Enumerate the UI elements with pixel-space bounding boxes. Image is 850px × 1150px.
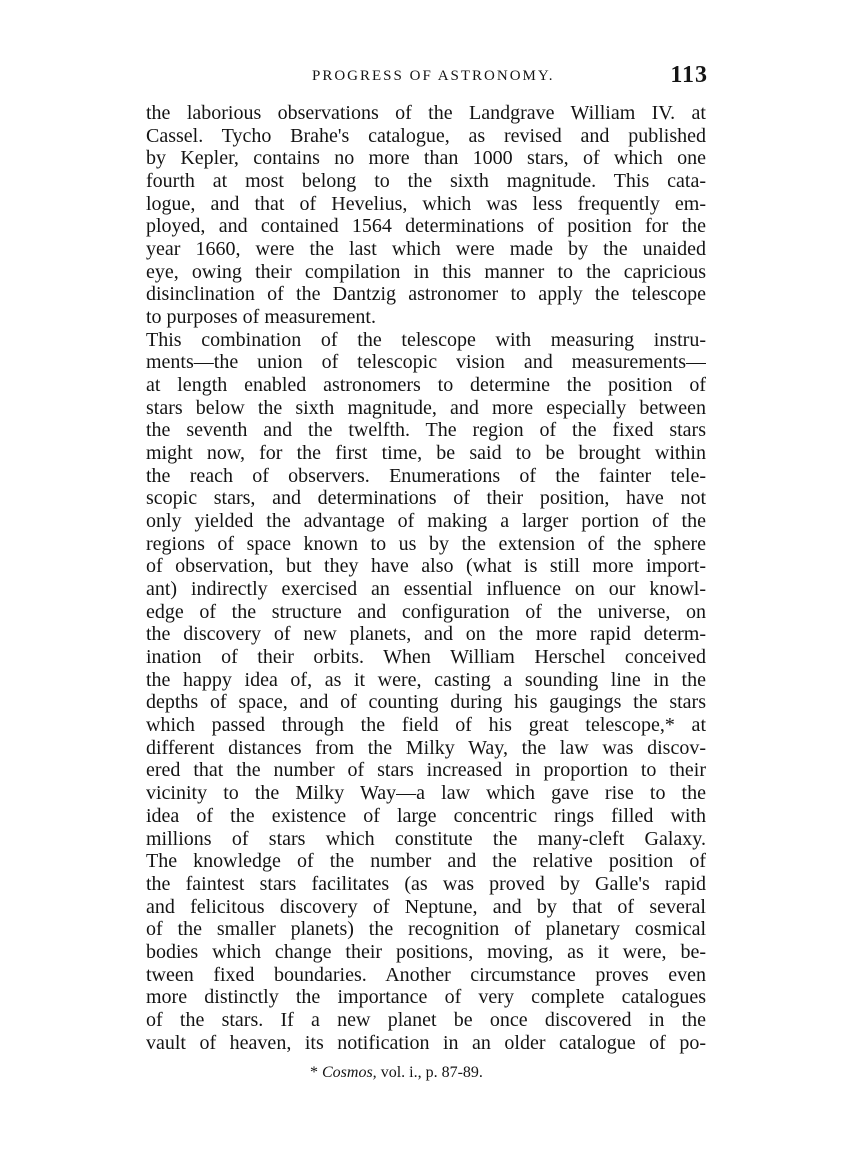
text-line: depths of space, and of counting during his gaugings the stars bbox=[146, 691, 706, 714]
text-line: the reach of observers. Enumerations of the fainter tele- bbox=[146, 464, 706, 487]
paragraph-end-line: to purposes of measurement. bbox=[146, 306, 376, 329]
text-line: The knowledge of the number and the relative position of bbox=[146, 850, 706, 873]
page-number: 113 bbox=[670, 62, 708, 88]
text-line: of observation, but they have also (what is still more import- bbox=[146, 555, 706, 578]
text-line: by Kepler, contains no more than 1000 stars, of which one bbox=[146, 147, 706, 170]
text-line: ination of their orbits. When William Herschel conceived bbox=[146, 646, 706, 669]
text-line: of the smaller planets) the recognition of planetary cosmical bbox=[146, 918, 706, 941]
text-line: vault of heaven, its notification in an older catalogue of po- bbox=[146, 1031, 706, 1054]
text-line: ant) indirectly exercised an essential influence on our knowl- bbox=[146, 578, 706, 601]
text-line: Cassel. Tycho Brahe's catalogue, as revised and published bbox=[146, 124, 706, 147]
body-text bbox=[146, 102, 706, 1054]
text-line: millions of stars which constitute the many-cleft Galaxy. bbox=[146, 827, 706, 850]
footnote bbox=[310, 1064, 483, 1082]
text-line: might now, for the first time, be said to be brought within bbox=[146, 442, 706, 465]
text-line: year 1660, were the last which were made by the unaided bbox=[146, 238, 706, 261]
text-line: stars below the sixth magnitude, and more especially between bbox=[146, 396, 706, 419]
text-line: ployed, and contained 1564 determinations of position for the bbox=[146, 215, 706, 238]
text-line: the seventh and the twelfth. The region of the fixed stars bbox=[146, 419, 706, 442]
text-line: fourth at most belong to the sixth magnitude. This cata- bbox=[146, 170, 706, 193]
text-line: vicinity to the Milky Way—a law which gave rise to the bbox=[146, 782, 706, 805]
footnote-marker: * bbox=[310, 1064, 318, 1081]
text-line: of the stars. If a new planet be once discovered in the bbox=[146, 1008, 706, 1031]
text-line: the discovery of new planets, and on the more rapid determ- bbox=[146, 623, 706, 646]
text-line: the faintest stars facilitates (as was proved by Galle's rapid bbox=[146, 872, 706, 895]
text-line: ered that the number of stars increased in proportion to their bbox=[146, 759, 706, 782]
text-line: the happy idea of, as it were, casting a sounding line in the bbox=[146, 668, 706, 691]
text-line: and felicitous discovery of Neptune, and by that of several bbox=[146, 895, 706, 918]
text-line: different distances from the Milky Way, the law was discov- bbox=[146, 736, 706, 759]
text-line: at length enabled astronomers to determine the position of bbox=[146, 374, 706, 397]
text-line: which passed through the field of his great telescope,* at bbox=[146, 714, 706, 737]
text-line: idea of the existence of large concentric rings filled with bbox=[146, 804, 706, 827]
running-title: PROGRESS OF ASTRONOMY. bbox=[312, 68, 555, 84]
text-line: eye, owing their compilation in this manner to the capricious bbox=[146, 260, 706, 283]
text-line: logue, and that of Hevelius, which was less frequently em- bbox=[146, 192, 706, 215]
footnote-reference: vol. i., p. 87-89. bbox=[380, 1064, 483, 1081]
text-line: ments—the union of telescopic vision and measurements— bbox=[146, 351, 706, 374]
paragraph-start-line: This combination of the telescope with measuring instru- bbox=[146, 328, 706, 351]
running-head bbox=[148, 64, 708, 94]
text-line: only yielded the advantage of making a larger portion of the bbox=[146, 510, 706, 533]
text-line: more distinctly the importance of very complete catalogues bbox=[146, 986, 706, 1009]
text-line: bodies which change their positions, moving, as it were, be- bbox=[146, 940, 706, 963]
text-line: regions of space known to us by the extension of the sphere bbox=[146, 532, 706, 555]
text-line: tween fixed boundaries. Another circumstance proves even bbox=[146, 963, 706, 986]
footnote-source: Cosmos, bbox=[322, 1064, 377, 1081]
text-line: disinclination of the Dantzig astronomer to apply the telescope bbox=[146, 283, 706, 306]
text-line: edge of the structure and configuration of the universe, on bbox=[146, 600, 706, 623]
text-line: the laborious observations of the Landgrave William IV. at bbox=[146, 102, 706, 124]
text-line: scopic stars, and determinations of their position, have not bbox=[146, 487, 706, 510]
